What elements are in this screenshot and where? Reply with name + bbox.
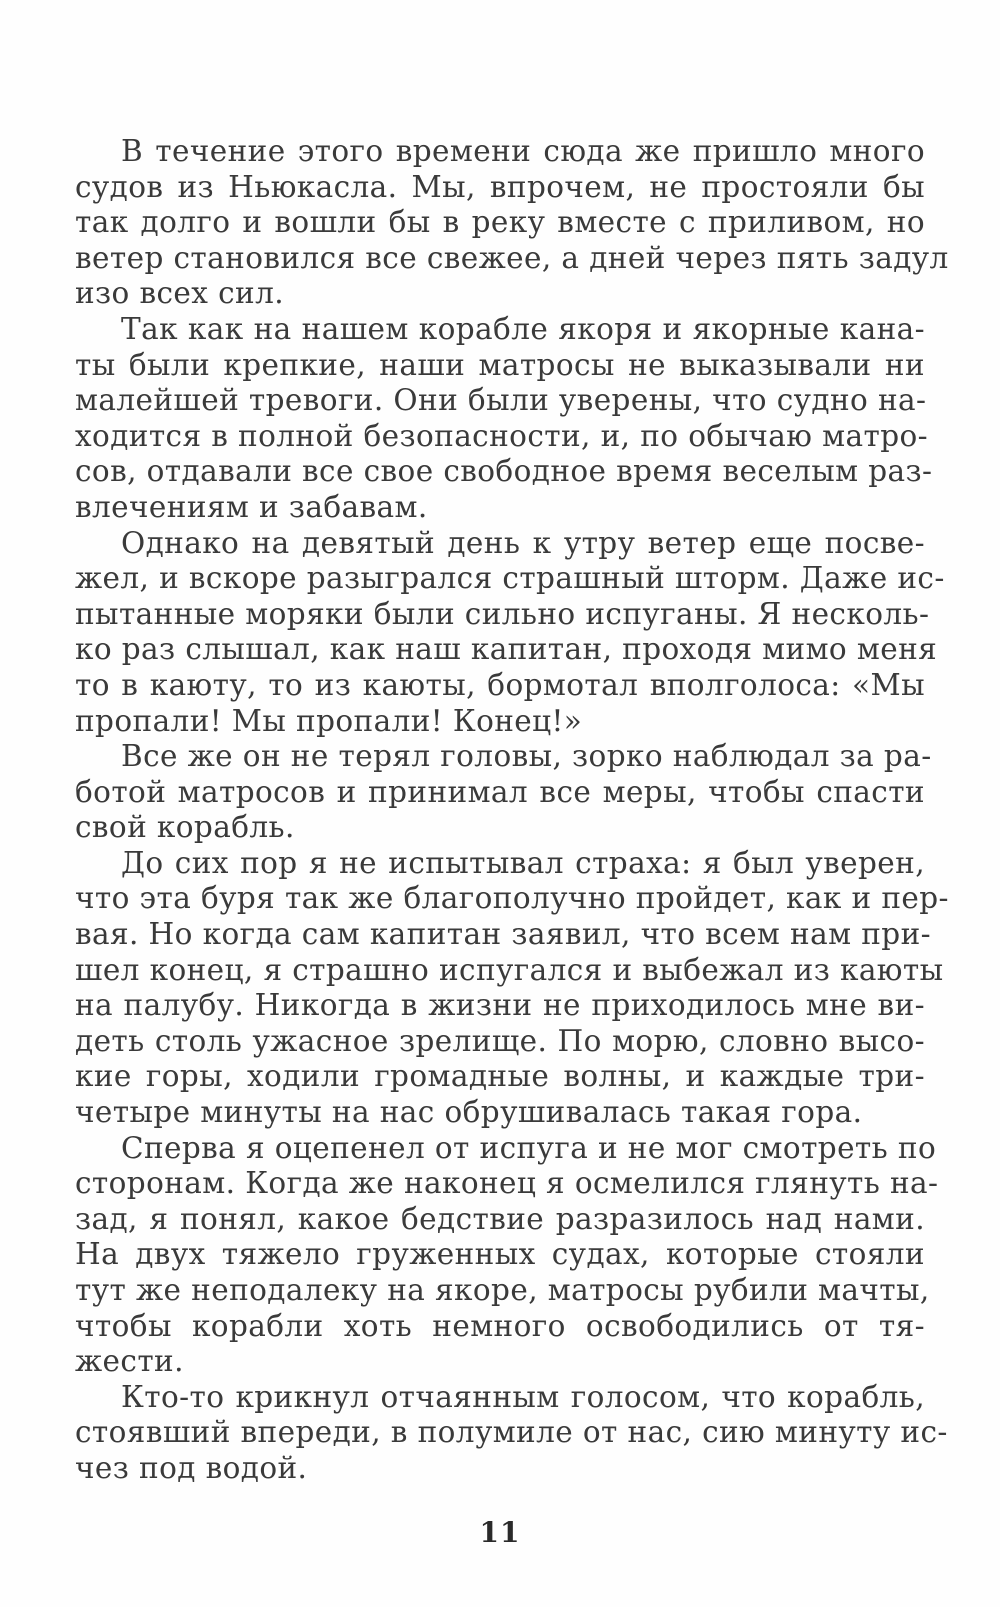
text-line: что эта буря так же благополучно пройдет, как и пер- xyxy=(75,881,949,916)
text-line: влечениям и забавам. xyxy=(75,489,428,524)
text-line: судов из Ньюкасла. Мы, впрочем, не простояли бы xyxy=(75,169,925,204)
text-line: зад, я понял, какое бедствие разразилось над нами. xyxy=(75,1201,925,1236)
text-line: чтобы корабли хоть немного освободились от тя- xyxy=(75,1308,925,1343)
text-line: ветер становился все свежее, а дней через пять задул xyxy=(75,240,949,275)
paragraph xyxy=(75,739,932,846)
text-line: пропали! Мы пропали! Конец!» xyxy=(75,703,583,738)
text-line: ты были крепкие, наши матросы не выказывали ни xyxy=(75,347,925,382)
paragraph xyxy=(75,845,949,1131)
body-text xyxy=(75,134,949,1487)
text-line: на палубу. Никогда в жизни не приходилось мне ви- xyxy=(75,988,925,1023)
paragraph xyxy=(75,311,933,526)
text-line: стоявший впереди, в полумиле от нас, сию минуту ис- xyxy=(75,1415,948,1450)
text-line: малейшей тревоги. Они были уверены, что судно на- xyxy=(75,383,927,418)
text-line: ботой матросов и принимал все меры, чтобы спасти xyxy=(75,774,925,809)
text-line: ко раз слышал, как наш капитан, проходя мимо меня xyxy=(75,632,938,667)
text-line: Сперва я оцепенел от испуга и не мог смотреть по xyxy=(121,1130,937,1165)
text-line: ходится в полной безопасности, и, по обычаю матро- xyxy=(75,418,929,453)
text-line: Все же он не терял головы, зорко наблюдал за ра- xyxy=(121,739,932,774)
text-line: До сих пор я не испытывал страха: я был уверен, xyxy=(121,845,925,880)
text-line: свой корабль. xyxy=(75,810,295,845)
text-line: жел, и вскоре разыгрался страшный шторм. Даже ис- xyxy=(75,561,945,596)
text-line: деть столь ужасное зрелище. По морю, словно высо- xyxy=(75,1023,925,1058)
text-line: жести. xyxy=(75,1344,184,1379)
paragraph xyxy=(75,1379,948,1487)
text-line: Однако на девятый день к утру ветер еще посве- xyxy=(121,525,925,560)
text-line: тут же неподалеку на якоре, матросы рубили мачты, xyxy=(75,1273,930,1307)
text-line: шел конец, я страшно испугался и выбежал из каюты xyxy=(75,952,944,987)
text-line: кие горы, ходили громадные волны, и каждые три- xyxy=(75,1059,925,1094)
paragraph xyxy=(75,525,945,740)
text-line: сторонам. Когда же наконец я осмелился глянуть на- xyxy=(75,1166,939,1201)
text-line: сов, отдавали все свое свободное время веселым раз- xyxy=(75,454,933,489)
text-line: Так как на нашем корабле якоря и якорные кана- xyxy=(121,311,925,346)
text-line: В течение этого времени сюда же пришло много xyxy=(121,134,925,168)
text-line: пытанные моряки были сильно испуганы. Я несколь- xyxy=(75,596,930,631)
text-line: чез под водой. xyxy=(75,1450,308,1485)
text-line: так долго и вошли бы в реку вместе с приливом, но xyxy=(75,205,925,240)
text-line: изо всех сил. xyxy=(75,276,284,311)
page-number: 11 xyxy=(479,1516,521,1549)
text-line: Кто-то крикнул отчаянным голосом, что корабль, xyxy=(121,1379,925,1414)
paragraph xyxy=(75,1130,939,1380)
text-line: вая. Но когда сам капитан заявил, что всем нам при- xyxy=(75,917,932,952)
text-line: то в каюту, то из каюты, бормотал вполголоса: «Мы xyxy=(75,667,925,702)
text-line: четыре минуты на нас обрушивалась такая гора. xyxy=(75,1095,863,1130)
text-line: На двух тяжело груженных судах, которые стояли xyxy=(75,1237,925,1272)
paragraph xyxy=(75,134,949,312)
